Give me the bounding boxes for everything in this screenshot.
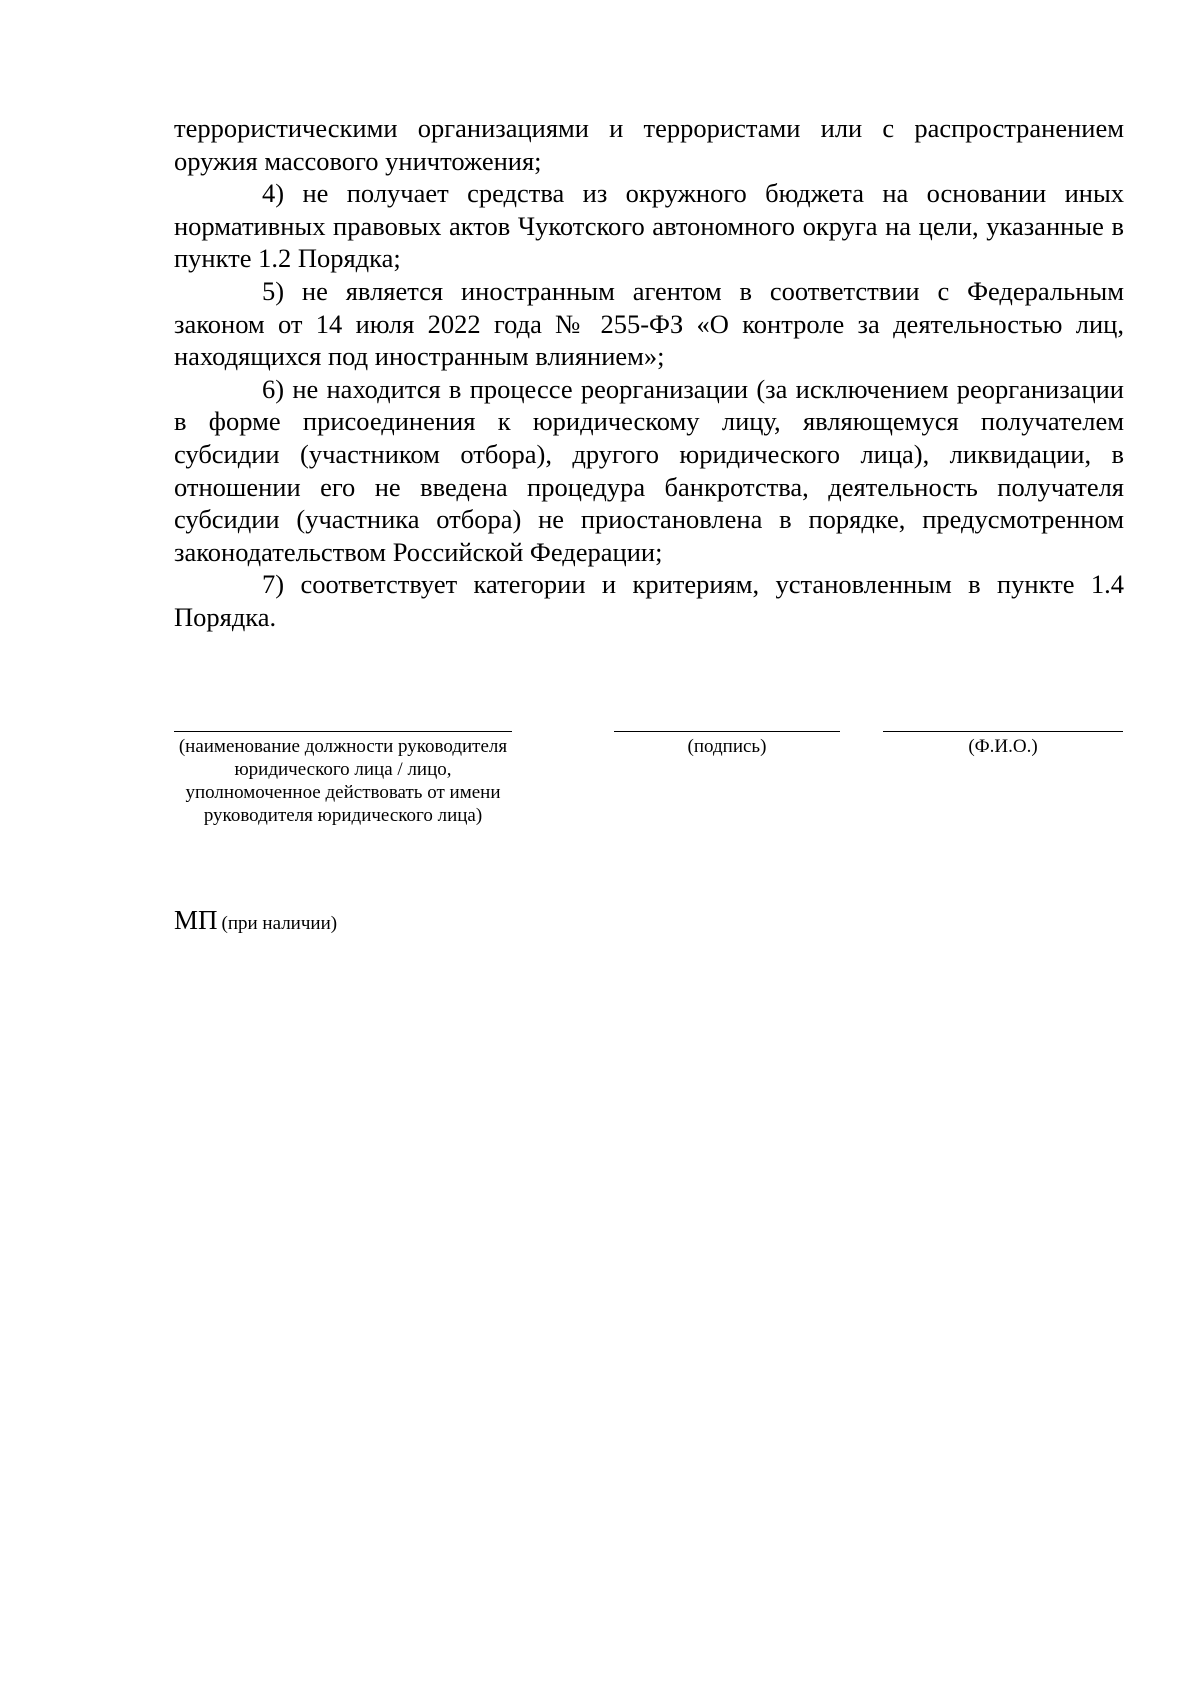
stamp-placeholder bbox=[174, 905, 337, 936]
position-signature-line bbox=[174, 731, 512, 732]
paragraph-item-6: 6) не находится в процессе реорганизации (за исключением реорганизации в форме присоединения к юридическому лицу, являющемуся получателем субсидии (участником отбора), другого юридического лица), ликвидации, в отношении его не введена процедура банкротства, деятельность получателя субсидии (участника отбора) не приостановлена в порядке, предусмотренном законодательством Российской Федерации; bbox=[174, 373, 1124, 567]
paragraph-continuation: террористическими организациями и террористами или с распространением оружия массового уничтожения; bbox=[174, 113, 1124, 176]
document-body bbox=[174, 112, 1124, 634]
signature-line bbox=[614, 731, 840, 732]
paragraph-item-5: 5) не является иностранным агентом в соответствии с Федеральным законом от 14 июля 2022 года № 255-ФЗ «О контроле за деятельностью лиц, находящихся под иностранным влиянием»; bbox=[174, 275, 1124, 372]
paragraph-item-4: 4) не получает средства из окружного бюджета на основании иных нормативных правовых актов Чукотского автономного округа на цели, указанные в пункте 1.2 Порядка; bbox=[174, 178, 1124, 274]
name-caption: (Ф.И.О.) bbox=[968, 736, 1038, 757]
paragraph-item-7: 7) соответствует категории и критериям, установленным в пункте 1.4 Порядка. bbox=[174, 569, 1124, 632]
stamp-note: (при наличии) bbox=[221, 913, 338, 934]
name-signature-line bbox=[883, 731, 1123, 732]
signature-caption: (подпись) bbox=[687, 736, 767, 757]
stamp-label: МП bbox=[174, 905, 218, 935]
position-caption: (наименование должности руководителя юридического лица / лицо, уполномоченное действовать от имени руководителя юридического лица) bbox=[178, 736, 508, 826]
